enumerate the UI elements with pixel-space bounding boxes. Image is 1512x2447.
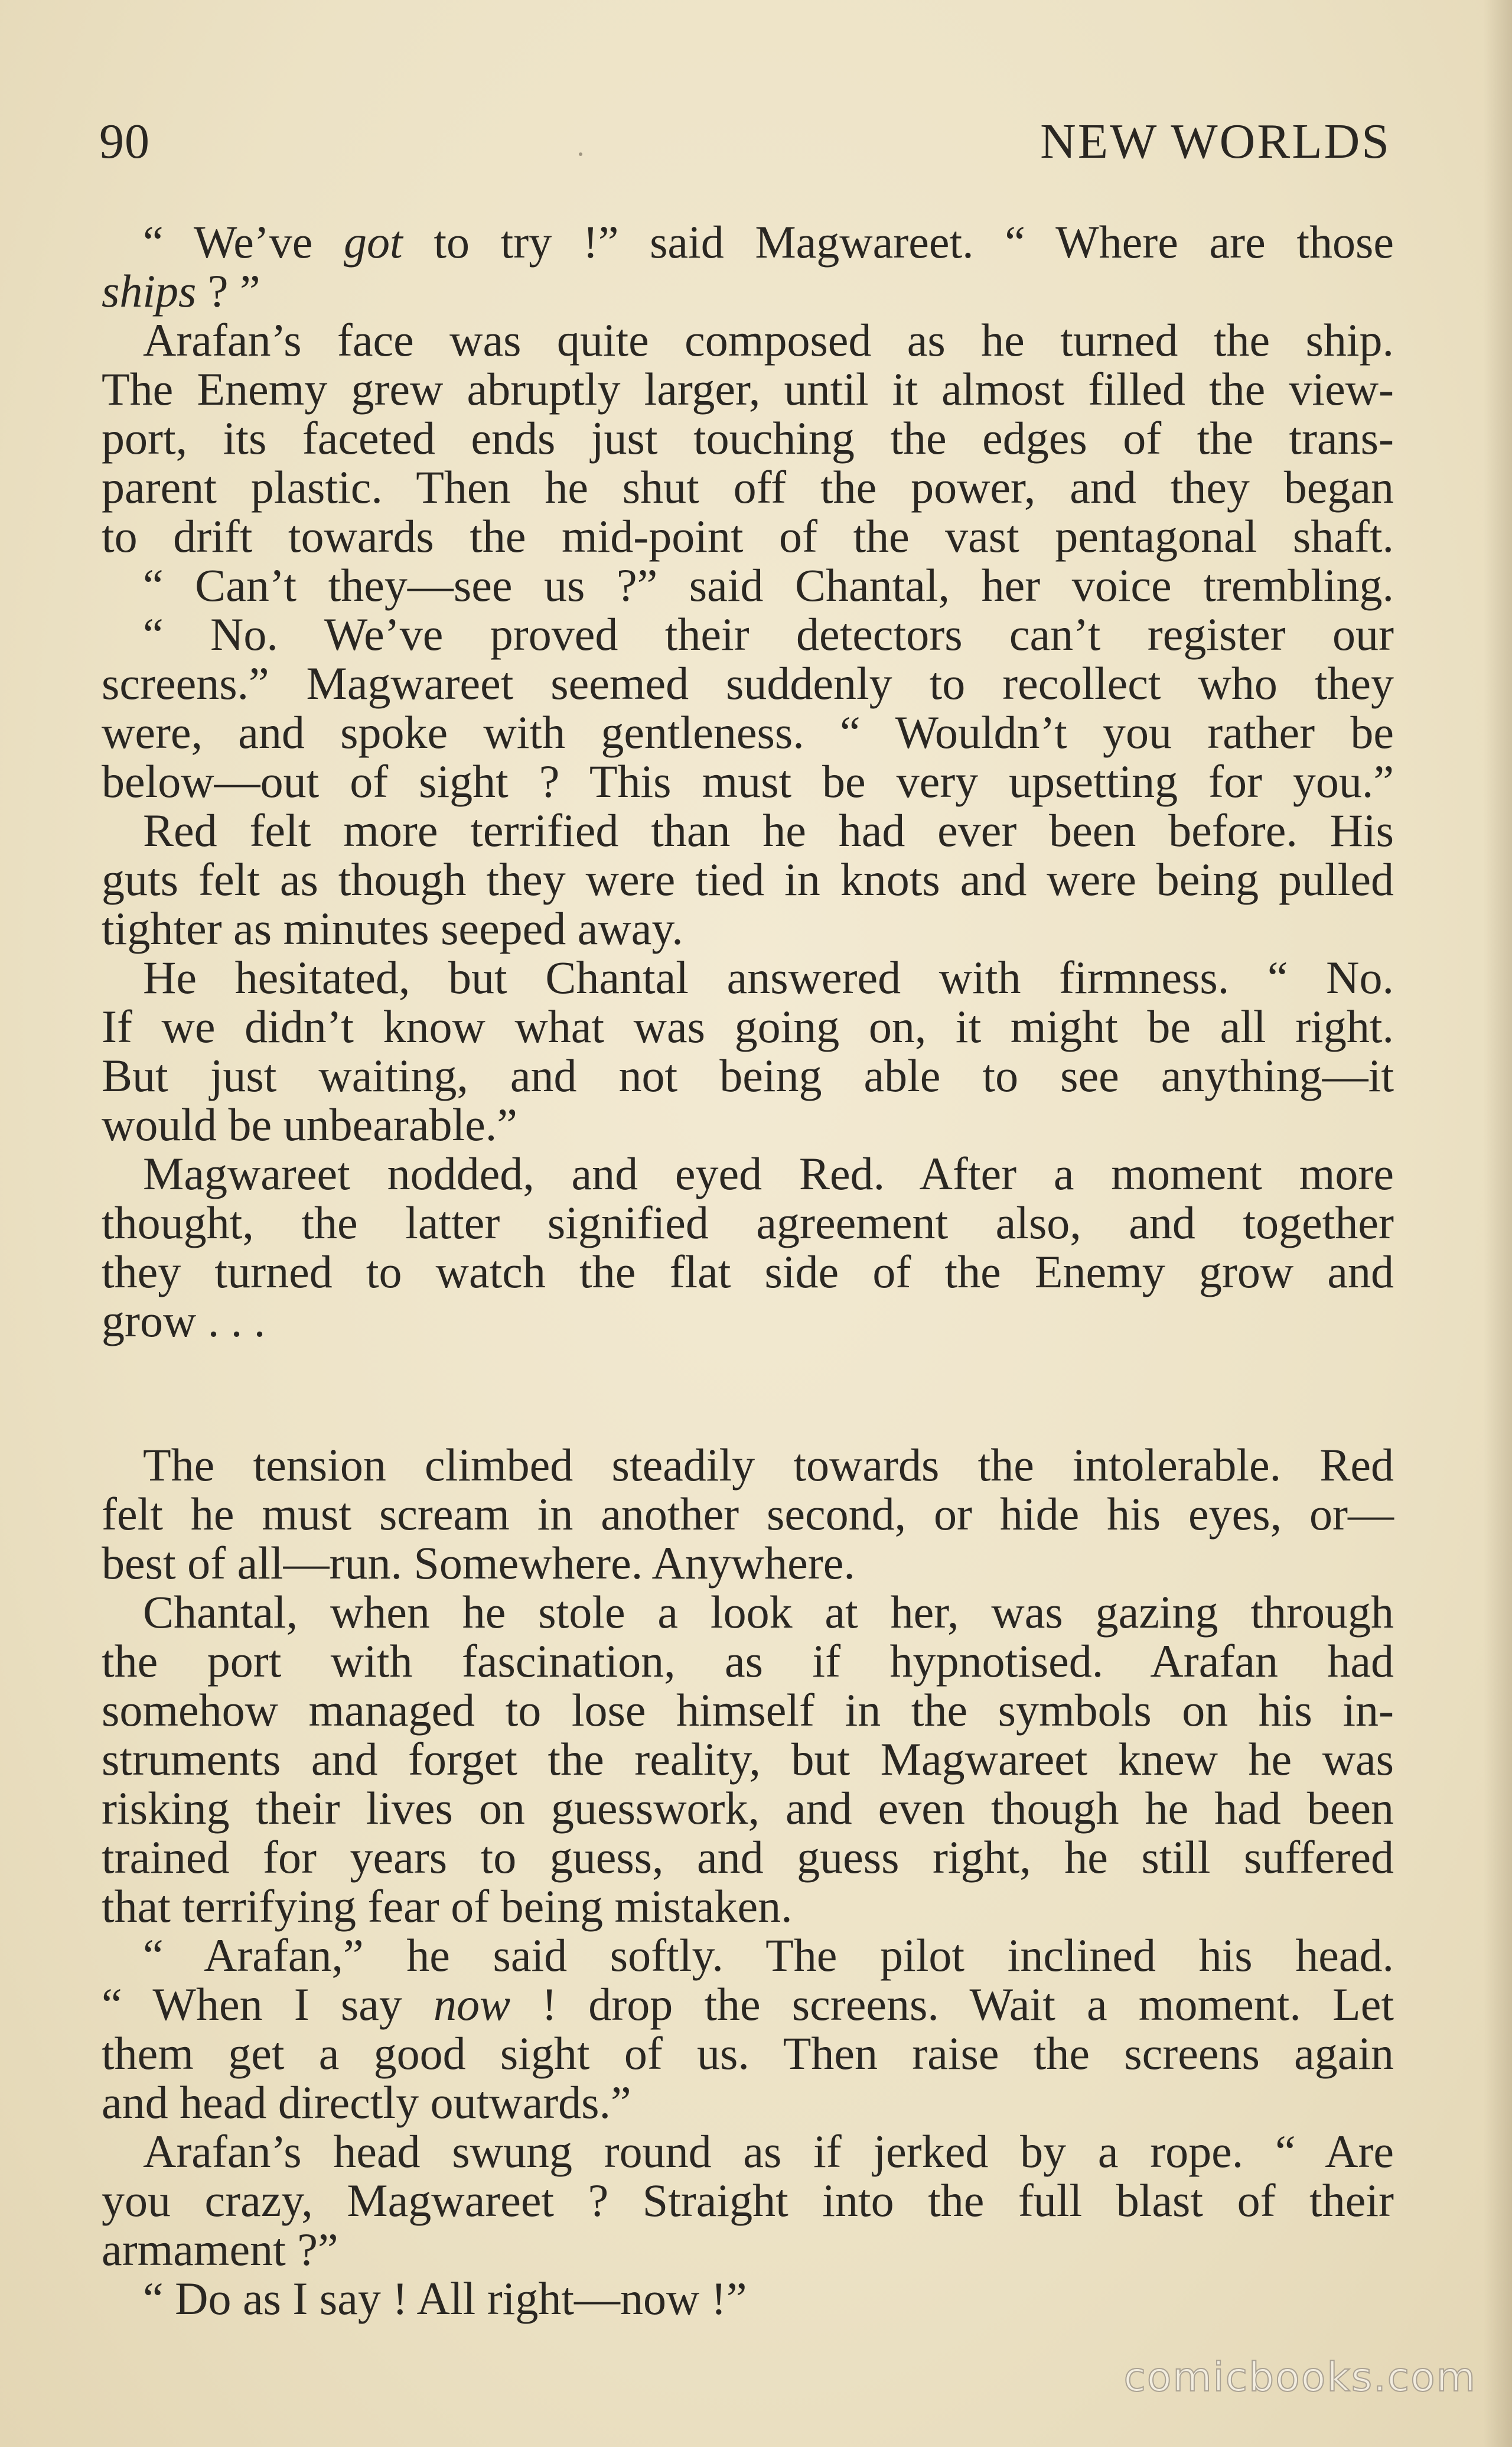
- text-line: trained for years to guess, and guess right, he still suffered: [102, 1831, 1394, 1883]
- text-line: He hesitated, but Chantal answered with firmness. “ No.: [143, 952, 1394, 1003]
- text-line: Arafan’s head swung round as if jerked by a rope. “ Are: [143, 2126, 1394, 2177]
- page-edge-shadow: [1484, 0, 1512, 2447]
- text-line: armament ?”: [102, 2224, 338, 2275]
- text-line: them get a good sight of us. Then raise the screens again: [102, 2028, 1394, 2079]
- text-line: felt he must scream in another second, or hide his eyes, or—: [102, 1488, 1394, 1540]
- text-line: Arafan’s face was quite composed as he turned the ship.: [143, 314, 1394, 366]
- body-text-section-2: [102, 1440, 1394, 2323]
- text-line: “ No. We’ve proved their detectors can’t register our: [143, 609, 1394, 660]
- text-line: The Enemy grew abruptly larger, until it almost filled the view-: [102, 363, 1394, 415]
- text-line: Red felt more terrified than he had ever been before. His: [143, 805, 1394, 856]
- text-line: If we didn’t know what was going on, it might be all right.: [102, 1001, 1394, 1052]
- text-line: “ Can’t they—see us ?” said Chantal, her voice trembling.: [143, 559, 1394, 611]
- text-line: the port with fascination, as if hypnotised. Arafan had: [102, 1635, 1394, 1687]
- text-line: port, its faceted ends just touching the edges of the trans-: [102, 412, 1394, 464]
- watermark: comicbooks.com: [1123, 2354, 1477, 2401]
- text-line: parent plastic. Then he shut off the power, and they began: [102, 461, 1394, 513]
- page-header: [99, 112, 1391, 171]
- text-line: below—out of sight ? This must be very upsetting for you.”: [102, 756, 1394, 807]
- text-line: would be unbearable.”: [102, 1099, 517, 1150]
- print-speck: [579, 152, 582, 156]
- text-line: tighter as minutes seeped away.: [102, 903, 683, 954]
- text-line: guts felt as though they were tied in knots and were being pulled: [102, 854, 1394, 905]
- text-line: “ Arafan,” he said softly. The pilot inclined his head.: [143, 1929, 1394, 1981]
- text-line: “ We’ve got to try !” said Magwareet. “ Where are those: [143, 216, 1394, 268]
- text-line: “ When I say now ! drop the screens. Wait a moment. Let: [102, 1979, 1394, 2030]
- text-line: that terrifying fear of being mistaken.: [102, 1880, 793, 1932]
- text-line: you crazy, Magwareet ? Straight into the full blast of their: [102, 2175, 1394, 2226]
- text-line: best of all—run. Somewhere. Anywhere.: [102, 1537, 855, 1589]
- text-line: The tension climbed steadily towards the intolerable. Red: [143, 1439, 1394, 1491]
- text-line: But just waiting, and not being able to see anything—it: [102, 1050, 1394, 1101]
- text-line: risking their lives on guesswork, and even though he had been: [102, 1782, 1394, 1834]
- text-line: “ Do as I say ! All right—now !”: [143, 2273, 747, 2324]
- text-line: somehow managed to lose himself in the symbols on his in-: [102, 1684, 1394, 1736]
- text-line: Chantal, when he stole a look at her, was gazing through: [143, 1586, 1394, 1638]
- text-line: struments and forget the reality, but Magwareet knew he was: [102, 1733, 1394, 1785]
- running-head: NEW WORLDS: [1040, 114, 1391, 169]
- emphasized-word: now: [433, 1979, 510, 2030]
- text-line: to drift towards the mid-point of the vast pentagonal shaft.: [102, 510, 1394, 562]
- text-line: Magwareet nodded, and eyed Red. After a moment more: [143, 1148, 1394, 1199]
- text-line: screens.” Magwareet seemed suddenly to recollect who they: [102, 658, 1394, 709]
- text-line: and head directly outwards.”: [102, 2077, 631, 2128]
- text-line: ships ? ”: [102, 265, 260, 317]
- page-number: 90: [99, 114, 150, 169]
- text-line: they turned to watch the flat side of the Enemy grow and: [102, 1246, 1394, 1297]
- text-line: thought, the latter signified agreement also, and together: [102, 1197, 1394, 1248]
- emphasized-word: got: [344, 216, 403, 268]
- text-line: were, and spoke with gentleness. “ Wouldn’t you rather be: [102, 707, 1394, 758]
- body-text-section-1: [102, 217, 1394, 1345]
- emphasized-word: ships: [102, 265, 197, 317]
- text-line: grow . . .: [102, 1295, 266, 1346]
